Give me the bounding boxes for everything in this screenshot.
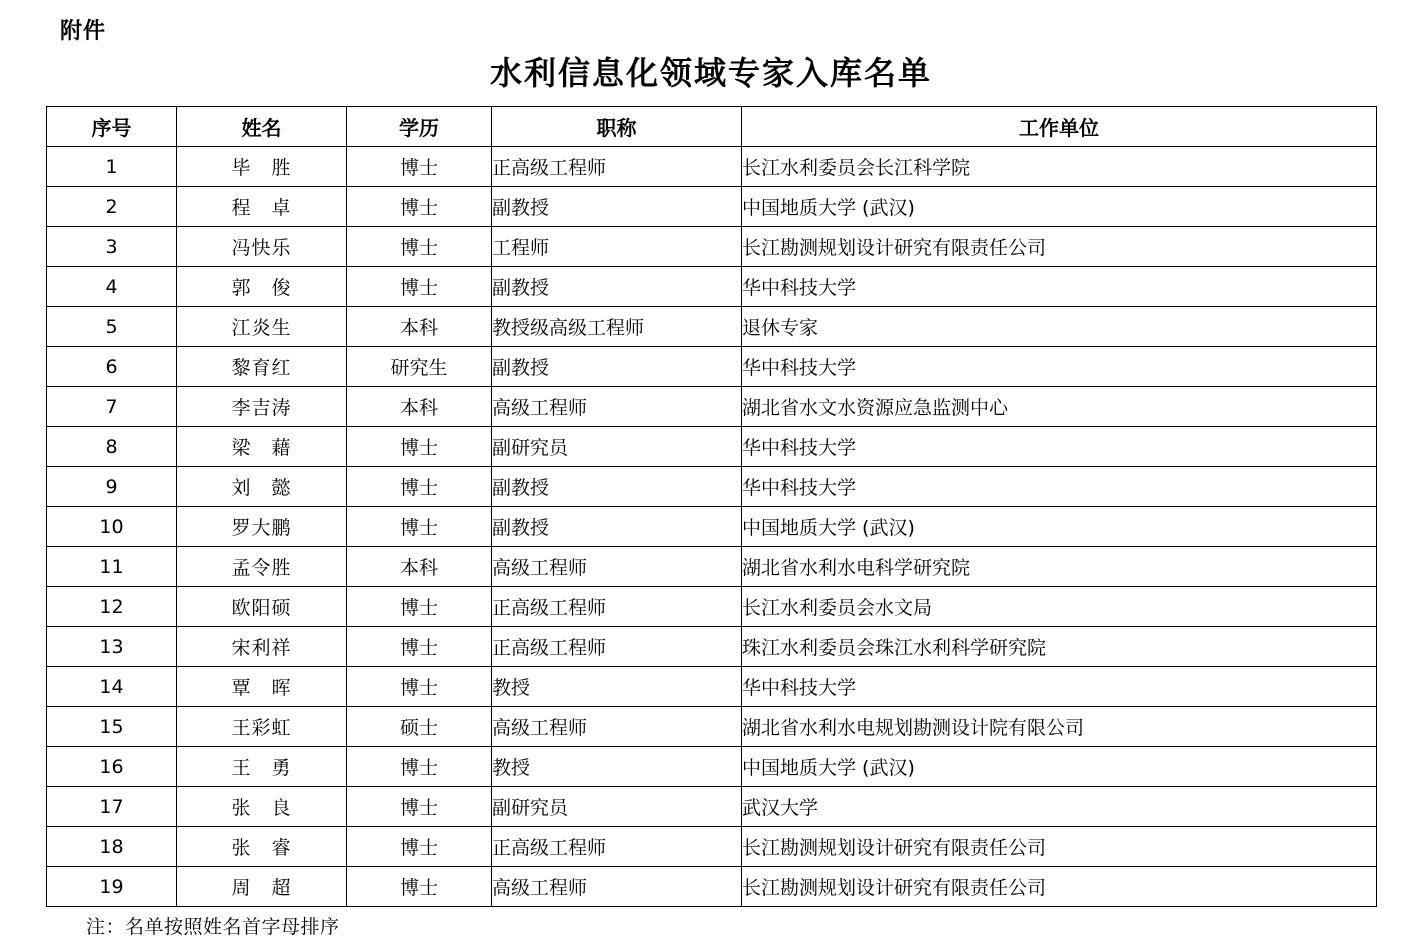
cell-organization: 华中科技大学: [742, 427, 1377, 467]
cell-index: 10: [47, 507, 177, 547]
cell-education: 研究生: [347, 347, 492, 387]
column-header-organization: 工作单位: [742, 107, 1377, 147]
table-header-row: [47, 107, 1377, 147]
table-row: [47, 187, 1377, 227]
table-row: [47, 467, 1377, 507]
table-row: [47, 267, 1377, 307]
page-title: 水利信息化领域专家入库名单: [489, 54, 932, 92]
cell-education: 博士: [347, 227, 492, 267]
table-row: [47, 347, 1377, 387]
cell-index: 13: [47, 627, 177, 667]
cell-name: 王彩虹: [177, 707, 347, 747]
cell-education: 博士: [347, 507, 492, 547]
cell-organization: 华中科技大学: [742, 667, 1377, 707]
table-row: [47, 427, 1377, 467]
cell-education: 博士: [347, 147, 492, 187]
cell-education: 本科: [347, 387, 492, 427]
cell-title: 教授: [492, 747, 742, 787]
cell-index: 4: [47, 267, 177, 307]
cell-title: 教授级高级工程师: [492, 307, 742, 347]
table-row: [47, 707, 1377, 747]
cell-organization: 中国地质大学 (武汉): [742, 187, 1377, 227]
cell-index: 19: [47, 867, 177, 907]
cell-name: 李吉涛: [177, 387, 347, 427]
cell-index: 2: [47, 187, 177, 227]
cell-title: 副研究员: [492, 427, 742, 467]
cell-index: 12: [47, 587, 177, 627]
cell-organization: 长江水利委员会水文局: [742, 587, 1377, 627]
column-header-education: 学历: [347, 107, 492, 147]
cell-index: 14: [47, 667, 177, 707]
cell-organization: 中国地质大学 (武汉): [742, 747, 1377, 787]
cell-index: 6: [47, 347, 177, 387]
table-row: [47, 227, 1377, 267]
cell-title: 副研究员: [492, 787, 742, 827]
cell-name: 黎育红: [177, 347, 347, 387]
cell-education: 硕士: [347, 707, 492, 747]
cell-organization: 湖北省水文水资源应急监测中心: [742, 387, 1377, 427]
cell-organization: 华中科技大学: [742, 347, 1377, 387]
cell-index: 17: [47, 787, 177, 827]
cell-index: 8: [47, 427, 177, 467]
cell-name: 周 超: [177, 867, 347, 907]
cell-title: 正高级工程师: [492, 627, 742, 667]
attachment-label: 附件: [60, 19, 107, 44]
cell-name: 王 勇: [177, 747, 347, 787]
cell-education: 博士: [347, 267, 492, 307]
cell-education: 博士: [347, 827, 492, 867]
cell-organization: 珠江水利委员会珠江水利科学研究院: [742, 627, 1377, 667]
table-row: [47, 147, 1377, 187]
cell-organization: 华中科技大学: [742, 467, 1377, 507]
cell-name: 覃 晖: [177, 667, 347, 707]
cell-education: 博士: [347, 867, 492, 907]
cell-title: 高级工程师: [492, 707, 742, 747]
cell-index: 7: [47, 387, 177, 427]
cell-name: 孟令胜: [177, 547, 347, 587]
cell-index: 16: [47, 747, 177, 787]
cell-index: 3: [47, 227, 177, 267]
cell-title: 正高级工程师: [492, 827, 742, 867]
cell-name: 张 睿: [177, 827, 347, 867]
table-row: [47, 547, 1377, 587]
expert-list-table: [46, 106, 1377, 907]
cell-title: 教授: [492, 667, 742, 707]
column-header-name: 姓名: [177, 107, 347, 147]
cell-education: 博士: [347, 587, 492, 627]
cell-organization: 长江勘测规划设计研究有限责任公司: [742, 227, 1377, 267]
cell-organization: 湖北省水利水电规划勘测设计院有限公司: [742, 707, 1377, 747]
table-row: [47, 587, 1377, 627]
cell-title: 副教授: [492, 347, 742, 387]
cell-name: 毕 胜: [177, 147, 347, 187]
table-row: [47, 747, 1377, 787]
column-header-index: 序号: [47, 107, 177, 147]
cell-index: 18: [47, 827, 177, 867]
cell-title: 副教授: [492, 467, 742, 507]
cell-education: 本科: [347, 547, 492, 587]
cell-education: 博士: [347, 627, 492, 667]
cell-name: 张 良: [177, 787, 347, 827]
cell-education: 博士: [347, 187, 492, 227]
table-row: [47, 507, 1377, 547]
cell-education: 博士: [347, 467, 492, 507]
table-body: [47, 147, 1377, 907]
cell-title: 工程师: [492, 227, 742, 267]
cell-organization: 中国地质大学 (武汉): [742, 507, 1377, 547]
cell-education: 博士: [347, 427, 492, 467]
cell-education: 博士: [347, 787, 492, 827]
table-row: [47, 627, 1377, 667]
table-row: [47, 827, 1377, 867]
cell-title: 副教授: [492, 267, 742, 307]
cell-organization: 华中科技大学: [742, 267, 1377, 307]
cell-title: 高级工程师: [492, 867, 742, 907]
table-row: [47, 387, 1377, 427]
cell-organization: 湖北省水利水电科学研究院: [742, 547, 1377, 587]
column-header-title: 职称: [492, 107, 742, 147]
cell-name: 欧阳硕: [177, 587, 347, 627]
table-row: [47, 787, 1377, 827]
cell-title: 正高级工程师: [492, 587, 742, 627]
cell-organization: 长江勘测规划设计研究有限责任公司: [742, 827, 1377, 867]
cell-organization: 退休专家: [742, 307, 1377, 347]
cell-name: 江炎生: [177, 307, 347, 347]
cell-name: 梁 藉: [177, 427, 347, 467]
cell-index: 1: [47, 147, 177, 187]
cell-organization: 长江勘测规划设计研究有限责任公司: [742, 867, 1377, 907]
table-note: 注：名单按照姓名首字母排序: [86, 916, 340, 938]
cell-name: 刘 懿: [177, 467, 347, 507]
cell-name: 罗大鹏: [177, 507, 347, 547]
table-row: [47, 307, 1377, 347]
cell-title: 副教授: [492, 187, 742, 227]
cell-title: 副教授: [492, 507, 742, 547]
table-header: [47, 107, 1377, 147]
cell-organization: 长江水利委员会长江科学院: [742, 147, 1377, 187]
table-row: [47, 667, 1377, 707]
cell-education: 本科: [347, 307, 492, 347]
cell-name: 冯快乐: [177, 227, 347, 267]
cell-organization: 武汉大学: [742, 787, 1377, 827]
cell-title: 正高级工程师: [492, 147, 742, 187]
cell-name: 程 卓: [177, 187, 347, 227]
cell-name: 宋利祥: [177, 627, 347, 667]
cell-education: 博士: [347, 747, 492, 787]
cell-index: 11: [47, 547, 177, 587]
table-row: [47, 867, 1377, 907]
cell-title: 高级工程师: [492, 547, 742, 587]
cell-name: 郭 俊: [177, 267, 347, 307]
cell-education: 博士: [347, 667, 492, 707]
cell-index: 9: [47, 467, 177, 507]
cell-title: 高级工程师: [492, 387, 742, 427]
cell-index: 5: [47, 307, 177, 347]
cell-index: 15: [47, 707, 177, 747]
